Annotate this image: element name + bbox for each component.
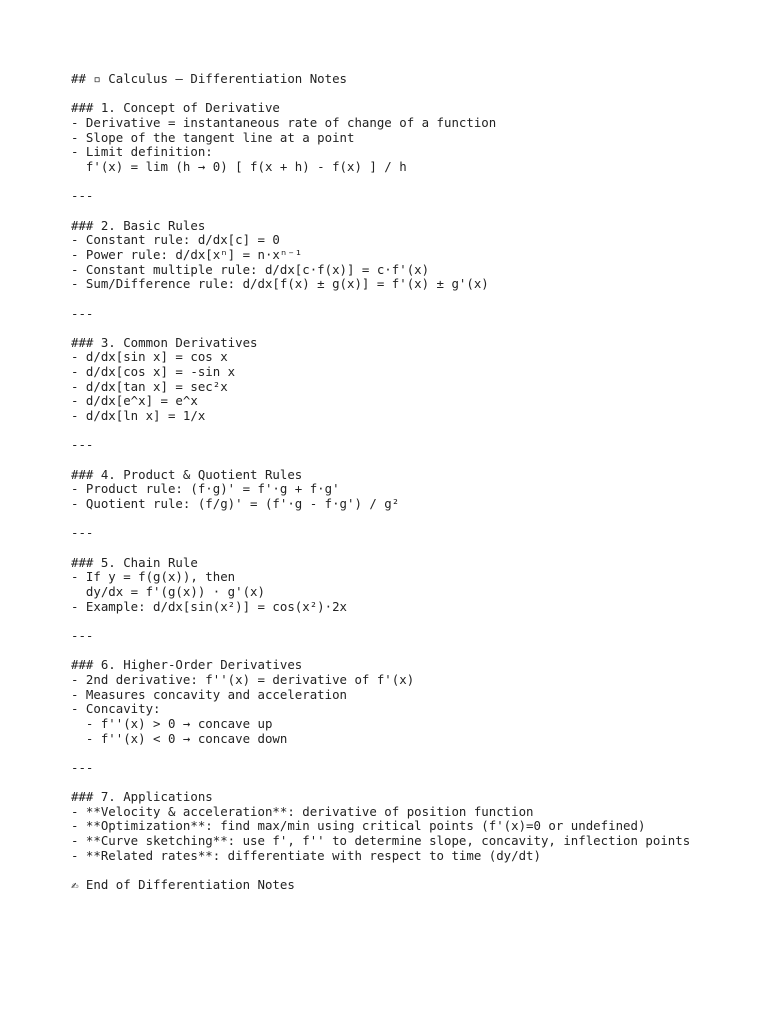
blank-line xyxy=(71,644,760,659)
section-heading: ### 6. Higher-Order Derivatives xyxy=(71,657,303,673)
bullet-item: - 2nd derivative: f''(x) = derivative of f'(x) xyxy=(71,671,415,687)
blank-line xyxy=(71,614,760,629)
bullet-item: - Measures concavity and acceleration xyxy=(71,686,348,702)
section-heading: ### 4. Product & Quotient Rules xyxy=(71,466,303,482)
horizontal-rule: --- xyxy=(71,759,94,775)
blank-line xyxy=(71,863,760,878)
blank-line xyxy=(71,512,760,527)
section-heading: ### 3. Common Derivatives xyxy=(71,334,258,350)
bullet-item: - **Curve sketching**: use f', f'' to determine slope, concavity, inflection points xyxy=(71,833,691,849)
section-heading: ### 7. Applications xyxy=(71,789,213,805)
section-heading: ### 5. Chain Rule xyxy=(71,554,198,570)
horizontal-rule: --- xyxy=(71,437,94,453)
blank-line xyxy=(71,204,760,219)
bullet-item: - Product rule: (f·g)' = f'·g + f·g' xyxy=(71,481,340,497)
blank-line xyxy=(71,424,760,439)
bullet-item: - **Optimization**: find max/min using critical points (f'(x)=0 or undefined) xyxy=(71,818,646,834)
bullet-item: - Power rule: d/dx[xⁿ] = n·xⁿ⁻¹ xyxy=(71,246,303,262)
blank-line xyxy=(71,175,760,190)
bullet-item: - Quotient rule: (f/g)' = (f'·g - f·g') / g² xyxy=(71,496,400,512)
blank-line xyxy=(71,87,760,102)
bullet-item: - Sum/Difference rule: d/dx[f(x) ± g(x)] = f'(x) ± g'(x) xyxy=(71,276,489,292)
bullet-item: - d/dx[e^x] = e^x xyxy=(71,393,198,409)
blank-line xyxy=(71,541,760,556)
horizontal-rule: --- xyxy=(71,525,94,541)
bullet-item: - **Related rates**: differentiate with respect to time (dy/dt) xyxy=(71,847,541,863)
end-note: ✍ End of Differentiation Notes xyxy=(71,877,295,893)
blank-line xyxy=(71,776,760,791)
bullet-item: - f''(x) < 0 → concave down xyxy=(71,730,288,746)
formula-line: dy/dx = f'(g(x)) · g'(x) xyxy=(71,583,265,599)
bullet-item: - Slope of the tangent line at a point xyxy=(71,129,355,145)
bullet-item: - Derivative = instantaneous rate of change of a function xyxy=(71,114,497,130)
bullet-item: - Constant rule: d/dx[c] = 0 xyxy=(71,232,280,248)
bullet-item: - d/dx[sin x] = cos x xyxy=(71,349,228,365)
bullet-item: - d/dx[cos x] = -sin x xyxy=(71,364,236,380)
horizontal-rule: --- xyxy=(71,627,94,643)
bullet-item: - Example: d/dx[sin(x²)] = cos(x²)·2x xyxy=(71,598,348,614)
bullet-item: - f''(x) > 0 → concave up xyxy=(71,715,273,731)
bullet-item: - If y = f(g(x)), then xyxy=(71,569,236,585)
section-heading: ### 1. Concept of Derivative xyxy=(71,100,280,116)
bullet-item: - d/dx[tan x] = sec²x xyxy=(71,378,228,394)
blank-line xyxy=(71,321,760,336)
bullet-item: - Limit definition: xyxy=(71,144,213,160)
blank-line xyxy=(71,453,760,468)
document-title: ## ▫ Calculus – Differentiation Notes xyxy=(71,71,348,86)
horizontal-rule: --- xyxy=(71,188,94,204)
section-heading: ### 2. Basic Rules xyxy=(71,217,206,233)
formula-line: f'(x) = lim (h → 0) [ f(x + h) - f(x) ] / h xyxy=(71,158,407,174)
bullet-item: - Concavity: xyxy=(71,701,161,717)
bullet-item: - d/dx[ln x] = 1/x xyxy=(71,408,206,424)
blank-line xyxy=(71,292,760,307)
bullet-item: - **Velocity & acceleration**: derivative of position function xyxy=(71,803,534,819)
blank-line xyxy=(71,746,760,761)
notes-document xyxy=(71,72,760,893)
bullet-item: - Constant multiple rule: d/dx[c·f(x)] = c·f'(x) xyxy=(71,261,430,277)
horizontal-rule: --- xyxy=(71,305,94,321)
